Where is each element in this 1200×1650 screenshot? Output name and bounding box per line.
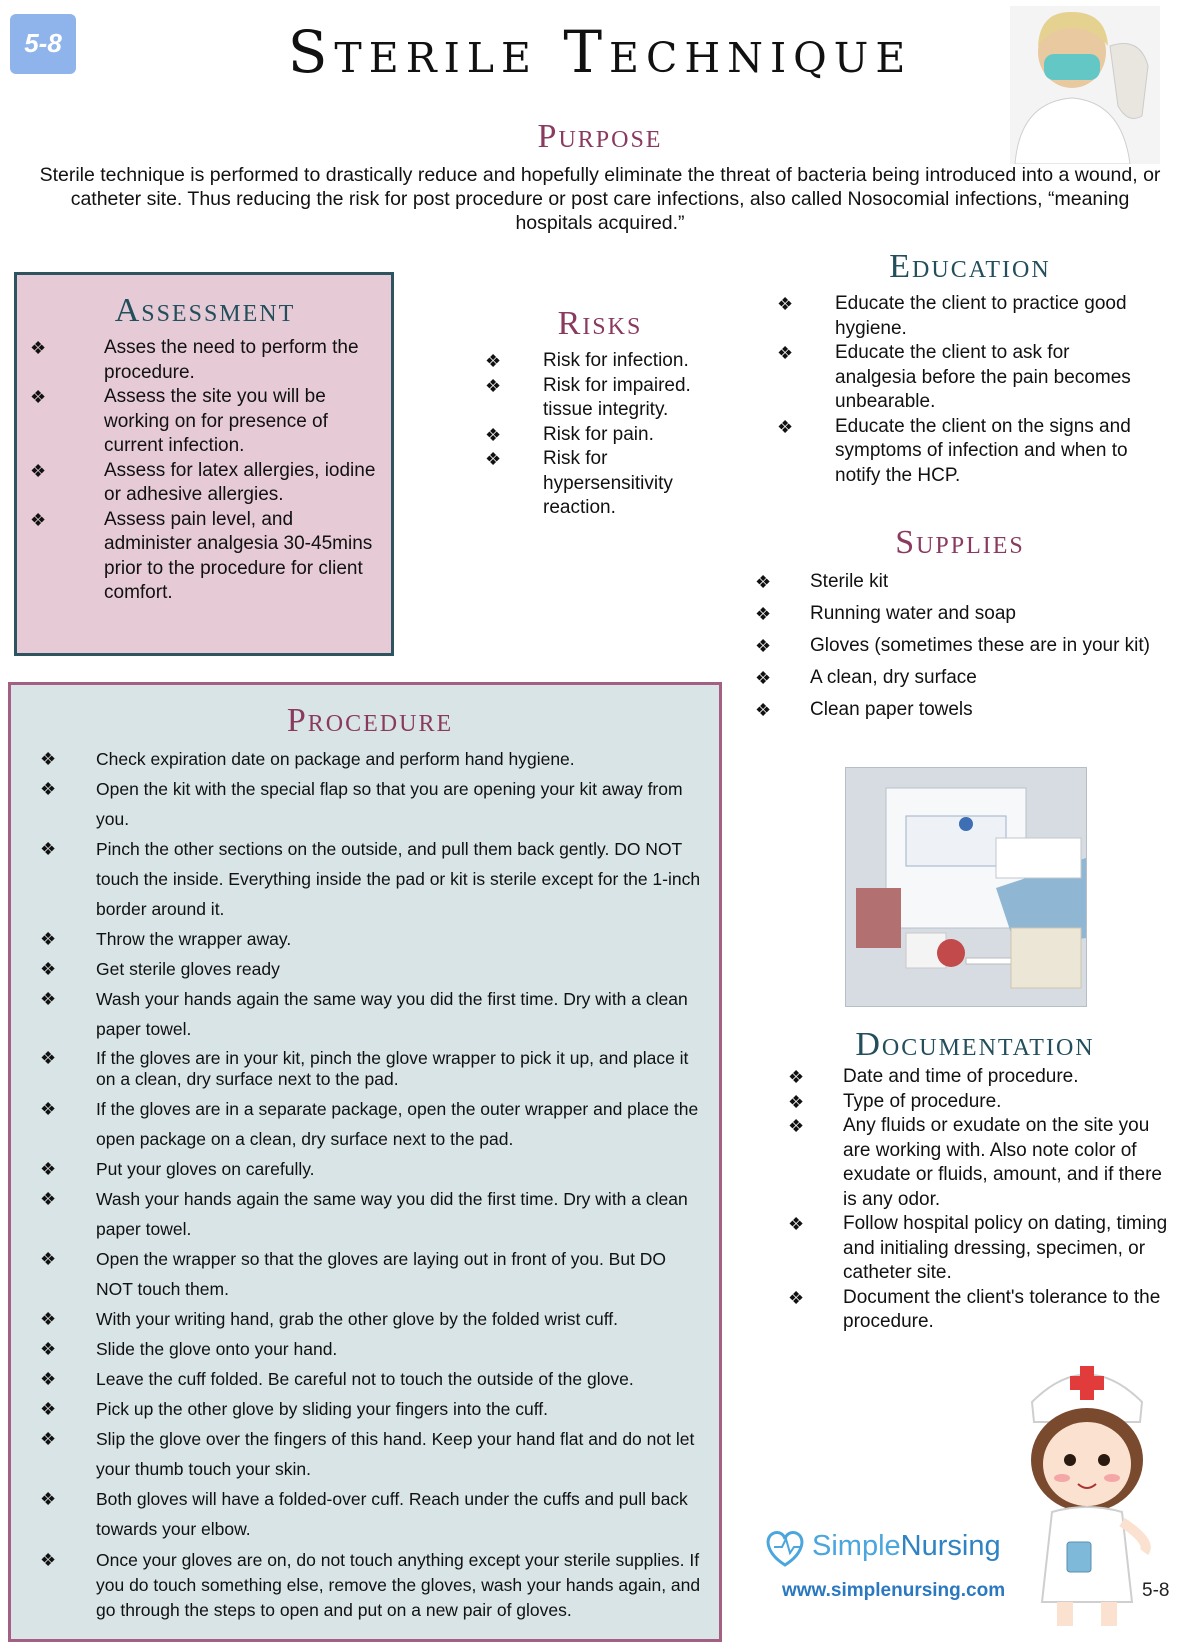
education-heading: Education xyxy=(889,248,1051,285)
list-item: ❖ Pinch the other sections on the outside, and pull them back gently. DO NOT touch the inside. Everything inside the pad or kit is sterile except for the 1-inch border around it. xyxy=(40,834,705,924)
list-item: ❖ Clean paper towels xyxy=(755,694,1175,726)
list-item: ❖ Follow hospital policy on dating, timing and initialing dressing, specimen, or catheter site. xyxy=(788,1213,1168,1283)
bullet-icon: ❖ xyxy=(40,1550,57,1570)
page-number: 5-8 xyxy=(1142,1580,1170,1601)
purpose-heading: Purpose xyxy=(537,118,663,155)
list-item: ❖ Slip the glove over the fingers of this hand. Keep your hand flat and do not let your thumb touch your skin. xyxy=(40,1424,705,1484)
bullet-icon: ❖ xyxy=(40,1369,57,1389)
list-item: ❖ Wash your hands again the same way you did the first time. Dry with a clean paper towel. xyxy=(40,1184,705,1244)
list-item: ❖ Throw the wrapper away. xyxy=(40,924,705,954)
list-item: ❖ Risk for pain. xyxy=(485,423,715,448)
risks-heading: Risks xyxy=(557,305,643,342)
sterile-kit-photo xyxy=(845,767,1087,1007)
list-item: ❖ Risk for infection. xyxy=(485,349,715,374)
bullet-icon: ❖ xyxy=(40,989,57,1009)
list-item: ❖ Open the wrapper so that the gloves are laying out in front of you. But DO NOT touch them. xyxy=(40,1244,705,1304)
bullet-icon: ❖ xyxy=(788,1287,805,1308)
education-list xyxy=(777,292,1147,488)
bullet-icon: ❖ xyxy=(788,1067,805,1087)
bullet-icon: ❖ xyxy=(40,1489,57,1509)
list-item: ❖ Check expiration date on package and perform hand hygiene. xyxy=(40,749,575,769)
assessment-heading: Assessment xyxy=(114,292,296,329)
list-item: ❖ Document the client's tolerance to the procedure. xyxy=(788,1286,1161,1332)
bullet-icon: ❖ xyxy=(788,1214,805,1234)
bullet-icon: ❖ xyxy=(788,1116,805,1136)
bullet-icon: ❖ xyxy=(40,1189,57,1209)
list-item: ❖ Educate the client to practice good hygiene. xyxy=(777,293,1127,339)
page-title: Sterile Technique xyxy=(287,18,913,86)
bullet-icon: ❖ xyxy=(30,387,47,407)
cartoon-nurse-illustration xyxy=(1012,1352,1162,1632)
list-item: ❖ Pick up the other glove by sliding your fingers into the cuff. xyxy=(40,1394,705,1424)
supplies-heading: Supplies xyxy=(895,524,1025,561)
list-item: ❖ If the gloves are in a separate package, open the outer wrapper and place the open package on a clean, dry surface next to the pad. xyxy=(40,1094,705,1154)
bullet-icon: ❖ xyxy=(755,572,772,592)
bullet-icon: ❖ xyxy=(30,509,47,530)
bullet-icon: ❖ xyxy=(485,449,502,469)
bullet-icon: ❖ xyxy=(40,1249,57,1269)
list-item: ❖ Risk for impaired. tissue integrity. xyxy=(485,374,691,420)
list-item: ❖ Once your gloves are on, do not touch anything except your sterile supplies. If you do touch something else, remove the gloves, wash your hands again, and go through the steps to open and put on a new pair of gloves. xyxy=(40,1550,701,1620)
bullet-icon: ❖ xyxy=(485,375,502,396)
list-item: ❖ Assess the site you will be working on for presence of current infection. xyxy=(30,386,328,456)
bullet-icon: ❖ xyxy=(777,416,794,437)
list-item: ❖ Any fluids or exudate on the site you are working with. Also note color of exudate or fluids, amount, and if there is any odor. xyxy=(788,1115,1162,1210)
website-link[interactable]: www.simplenursing.com xyxy=(782,1580,1006,1601)
bullet-icon: ❖ xyxy=(755,604,772,624)
bullet-icon: ❖ xyxy=(30,460,47,481)
bullet-icon: ❖ xyxy=(755,668,772,688)
list-item: ❖ Wash your hands again the same way you did the first time. Dry with a clean paper towel. xyxy=(40,984,705,1044)
bullet-icon: ❖ xyxy=(788,1091,805,1112)
list-item: ❖ Open the kit with the special flap so that you are opening your kit away from you. xyxy=(40,774,705,834)
list-item: ❖ Asses the need to perform the procedure. xyxy=(30,337,359,383)
bullet-icon: ❖ xyxy=(40,1429,57,1449)
list-item: ❖ If the gloves are in your kit, pinch the glove wrapper to pick it up, and place it on a clean, dry surface next to the pad. xyxy=(40,1048,689,1089)
bullet-icon: ❖ xyxy=(40,929,57,949)
heart-stethoscope-logo-icon xyxy=(762,1525,808,1569)
bullet-icon: ❖ xyxy=(755,700,772,720)
list-item: ❖ Gloves (sometimes these are in your kit) xyxy=(755,630,1175,662)
documentation-list xyxy=(788,1065,1173,1335)
list-item: ❖ Leave the cuff folded. Be careful not to touch the outside of the glove. xyxy=(40,1364,705,1394)
bullet-icon: ❖ xyxy=(40,1339,57,1359)
risks-list xyxy=(485,349,715,521)
bullet-icon: ❖ xyxy=(777,343,794,363)
bullet-icon: ❖ xyxy=(777,294,794,314)
list-item: ❖ Put your gloves on carefully. xyxy=(40,1154,705,1184)
bullet-icon: ❖ xyxy=(485,351,502,371)
list-item: ❖ A clean, dry surface xyxy=(755,662,1175,694)
bullet-icon: ❖ xyxy=(40,839,57,859)
documentation-heading: Documentation xyxy=(855,1026,1095,1063)
bullet-icon: ❖ xyxy=(40,1048,57,1068)
list-item: ❖ Risk for hypersensitivity reaction. xyxy=(485,448,673,518)
list-item: ❖ Date and time of procedure. xyxy=(788,1065,1173,1090)
list-item: ❖ Both gloves will have a folded-over cuff. Reach under the cuffs and pull back towards your elbow. xyxy=(40,1484,705,1544)
list-item: ❖ Educate the client on the signs and symptoms of infection and when to notify the HCP. xyxy=(777,415,1131,486)
procedure-list xyxy=(40,745,705,1627)
bullet-icon: ❖ xyxy=(40,749,57,769)
bullet-icon: ❖ xyxy=(485,424,502,445)
list-item: ❖ Running water and soap xyxy=(755,598,1175,630)
nurse-photo xyxy=(1010,6,1160,164)
list-item: ❖ Slide the glove onto your hand. xyxy=(40,1334,705,1364)
list-item: ❖ Assess for latex allergies, iodine or adhesive allergies. xyxy=(30,459,376,505)
list-item: ❖ Assess pain level, and administer analgesia 30-45mins prior to the procedure for client comfort. xyxy=(30,508,373,603)
bullet-icon: ❖ xyxy=(40,779,57,799)
bullet-icon: ❖ xyxy=(40,1399,57,1419)
bullet-icon: ❖ xyxy=(40,1159,57,1179)
list-item: ❖ With your writing hand, grab the other glove by the folded wrist cuff. xyxy=(40,1304,705,1334)
bullet-icon: ❖ xyxy=(40,959,57,979)
list-item: ❖ Type of procedure. xyxy=(788,1090,1173,1115)
bullet-icon: ❖ xyxy=(30,338,47,358)
bullet-icon: ❖ xyxy=(755,636,772,656)
bullet-icon: ❖ xyxy=(40,1309,57,1329)
bullet-icon: ❖ xyxy=(40,1099,57,1119)
supplies-list xyxy=(755,566,1175,726)
list-item: ❖ Sterile kit xyxy=(755,566,1175,598)
page-badge: 5-8 xyxy=(10,14,76,74)
purpose-text: Sterile technique is performed to drastically reduce and hopefully eliminate the threat of bacteria being introduced into a wound, or catheter site. Thus reducing the risk for post procedure or post care infections, also called Nosocomial infections, “meaning hospitals acquired.” xyxy=(39,164,1161,234)
simplenursing-logo: SimpleNursing xyxy=(812,1530,1001,1562)
assessment-list xyxy=(30,336,380,606)
list-item: ❖ Educate the client to ask for analgesia before the pain becomes unbearable. xyxy=(777,342,1131,412)
list-item: ❖ Get sterile gloves ready xyxy=(40,954,705,984)
procedure-heading: Procedure xyxy=(286,702,454,739)
